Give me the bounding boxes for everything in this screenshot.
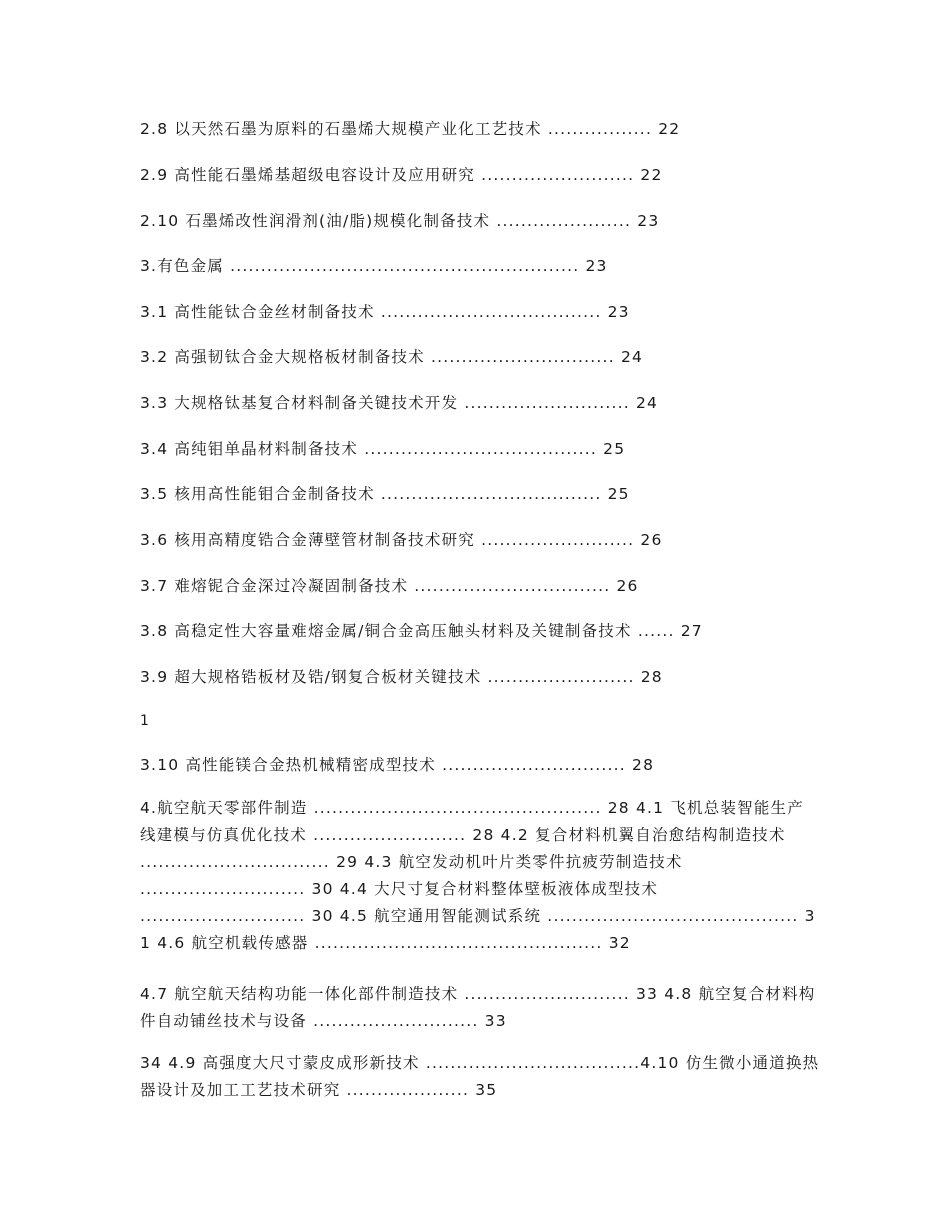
toc-entry-3-9: 3.9 超大规格锆板材及锆/钢复合板材关键技术 ........................ 28 <box>140 668 663 686</box>
toc-entry-2-8: 2.8 以天然石墨为原料的石墨烯大规模产业化工艺技术 ................. 22 <box>140 120 681 138</box>
toc-entry-3: 3.有色金属 ......................................................... 23 <box>140 257 608 275</box>
toc-entry-3-10: 3.10 高性能镁合金热机械精密成型技术 .............................. 28 <box>140 756 655 774</box>
toc-entry-3-3: 3.3 大规格钛基复合材料制备关键技术开发 ........................... 24 <box>140 394 659 412</box>
toc-entry-3-2: 3.2 高强韧钛合金大规格板材制备技术 .............................. 24 <box>140 348 644 366</box>
toc-entry-3-6: 3.6 核用高精度锆合金薄壁管材制备技术研究 ......................... 26 <box>140 531 663 549</box>
page-number: 1 <box>140 713 149 729</box>
toc-paragraph-4: 4.航空航天零部件制造 ............................................... 28 4.1 飞机总装智能生产线建模与仿真优化技术 ......................... 28 4.2 复合材料机翼自治愈结构制造技术 ............................... 29 4.3 航空发动机叶片类零件抗疲劳制造技术 ........................... 30 4.4 大尺寸复合材料整体壁板液体成型技术 ........................... 30 4.5 航空通用智能测试系统 ......................................... 31 4.6 航空机载传感器 ............................................... 32 <box>140 799 816 952</box>
toc-entry-3-7: 3.7 难熔铌合金深过冷凝固制备技术 ................................ 26 <box>140 577 639 595</box>
toc-entry-3-1: 3.1 高性能钛合金丝材制备技术 .................................... 23 <box>140 303 630 321</box>
toc-entry-2-9: 2.9 高性能石墨烯基超级电容设计及应用研究 ......................... 22 <box>140 166 663 184</box>
toc-entry-3-8: 3.8 高稳定性大容量难熔金属/铜合金高压触头材料及关键制备技术 ...... 27 <box>140 622 703 640</box>
toc-paragraph-4-7: 4.7 航空航天结构功能一体化部件制造技术 ........................... 33 4.8 航空复合材料构件自动铺丝技术与设备 ........................... 33 <box>140 985 816 1030</box>
toc-entry-3-5: 3.5 核用高性能钼合金制备技术 .................................... 25 <box>140 485 630 503</box>
toc-entry-3-4: 3.4 高纯钼单晶材料制备技术 ...................................... 25 <box>140 440 626 458</box>
toc-paragraph-4-9: 34 4.9 高强度大尺寸蒙皮成形新技术 ...................................4.10 仿生微小通道换热器设计及加工工艺技术研究 .................... 35 <box>140 1054 820 1099</box>
toc-entry-2-10: 2.10 石墨烯改性润滑剂(油/脂)规模化制备技术 ...................... 23 <box>140 212 660 230</box>
